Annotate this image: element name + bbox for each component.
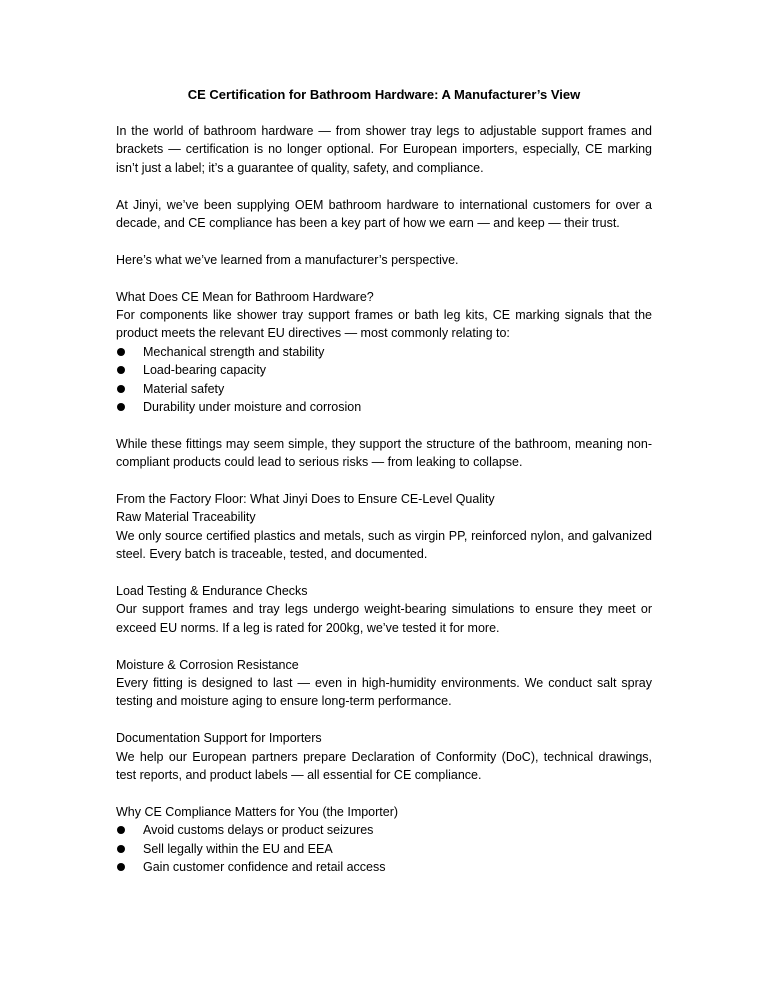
document-page: [116, 86, 652, 895]
learned-paragraph: Here’s what we’ve learned from a manufacturer’s perspective.: [116, 252, 459, 267]
section-text-what-ce: For components like shower tray support frames or bath leg kits, CE marking signals that the product meets the relevant EU directives — most commonly relating to:: [116, 308, 652, 341]
section-text-traceability: We only source certified plastics and metals, such as virgin PP, reinforced nylon, and galvanized steel. Every batch is traceable, tested, and documented.: [116, 528, 652, 562]
list-item: Gain customer confidence and retail access: [116, 858, 652, 876]
bullet-icon: [117, 863, 125, 871]
bullet-icon: [117, 826, 125, 834]
intro-paragraph: In the world of bathroom hardware — from shower tray legs to adjustable support frames and brackets — certification is no longer optional. For European importers, especially, CE marking isn’t just a label; it’s a guarantee of quality, safety, and compliance.: [116, 124, 652, 175]
section-heading-moisture: Moisture & Corrosion Resistance: [116, 657, 299, 672]
section-heading-factory: From the Factory Floor: What Jinyi Does to Ensure CE-Level Quality: [116, 492, 495, 507]
bullet-list-ce-requirements: [116, 343, 652, 417]
risks-paragraph: While these fittings may seem simple, they support the structure of the bathroom, meaning non-compliant products could lead to serious risks — from leaking to collapse.: [116, 436, 652, 470]
section-moisture: [116, 656, 652, 711]
bullet-icon: [117, 348, 125, 356]
list-item: Durability under moisture and corrosion: [116, 398, 652, 416]
section-factory: [116, 490, 652, 564]
list-item: Sell legally within the EU and EEA: [116, 840, 652, 858]
list-item: Avoid customs delays or product seizures: [116, 821, 652, 839]
bullet-icon: [117, 845, 125, 853]
section-what-ce: [116, 288, 652, 417]
jinyi-paragraph: At Jinyi, we’ve been supplying OEM bathroom hardware to international customers for over a decade, and CE compliance has been a key part of how we earn — and keep — their trust.: [116, 197, 652, 231]
list-item: Load-bearing capacity: [116, 361, 652, 379]
bullet-icon: [117, 366, 125, 374]
bullet-icon: [117, 385, 125, 393]
section-documentation: [116, 729, 652, 784]
section-why-ce: [116, 803, 652, 877]
section-heading-docs: Documentation Support for Importers: [116, 731, 322, 746]
section-text-moisture: Every fitting is designed to last — even in high-humidity environments. We conduct salt spray testing and moisture aging to ensure long-term performance.: [116, 676, 652, 709]
section-heading-what-ce: What Does CE Mean for Bathroom Hardware?: [116, 289, 374, 304]
document-title: CE Certification for Bathroom Hardware: A Manufacturer’s View: [187, 87, 581, 102]
section-subheading-traceability: Raw Material Traceability: [116, 510, 256, 525]
section-text-docs: We help our European partners prepare Declaration of Conformity (DoC), technical drawings, test reports, and product labels — all essential for CE compliance.: [116, 749, 652, 783]
list-item: Mechanical strength and stability: [116, 343, 652, 361]
section-heading-why: Why CE Compliance Matters for You (the Importer): [116, 804, 399, 819]
list-item: Material safety: [116, 380, 652, 398]
section-load-testing: [116, 582, 652, 637]
bullet-list-why-ce: [116, 821, 652, 876]
section-text-load: Our support frames and tray legs undergo weight-bearing simulations to ensure they meet or exceed EU norms. If a leg is rated for 200kg, we’ve tested it for more.: [116, 602, 652, 635]
section-heading-load: Load Testing & Endurance Checks: [116, 584, 308, 599]
bullet-icon: [117, 403, 125, 411]
